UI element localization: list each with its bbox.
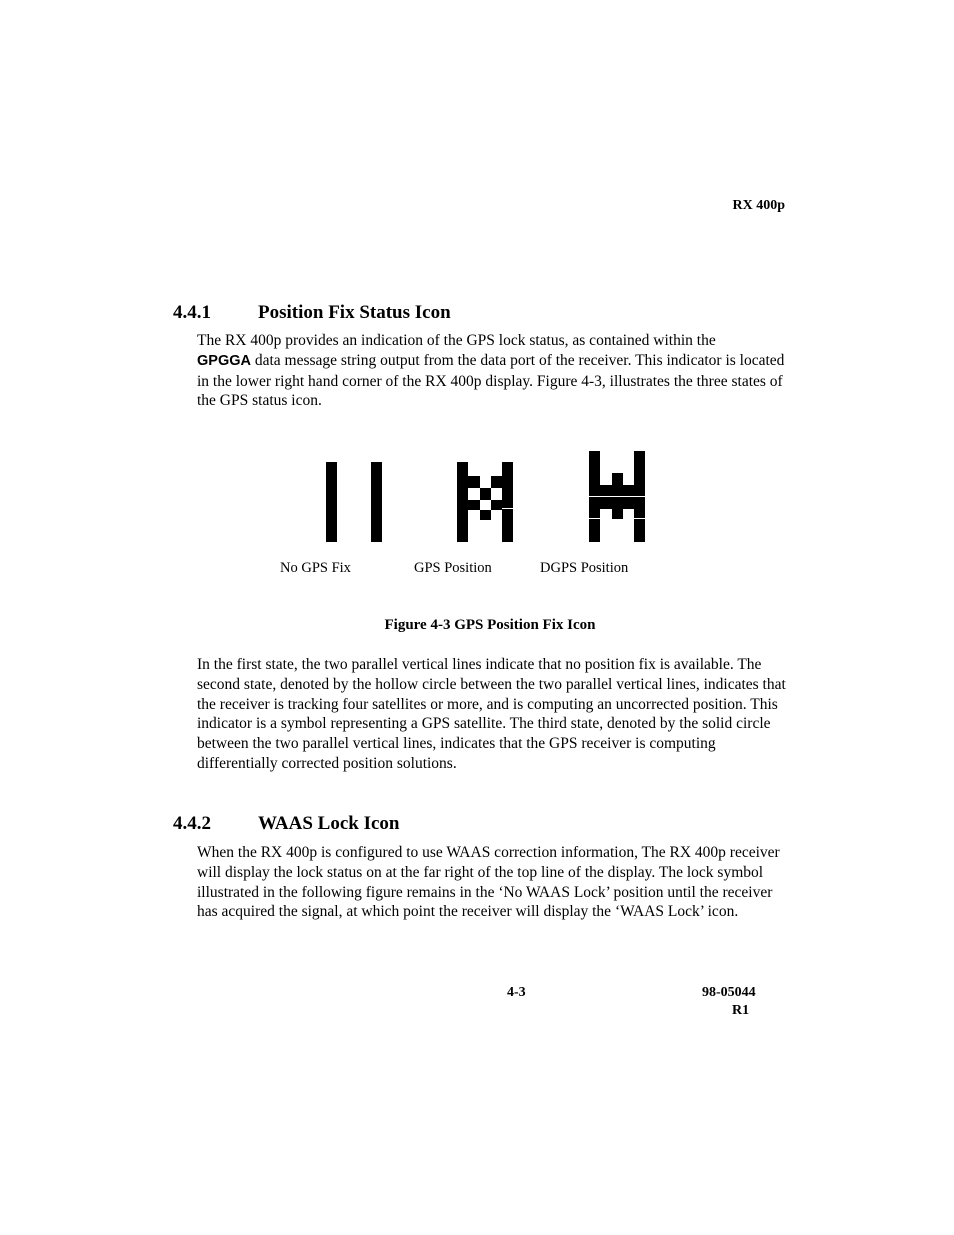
figure-label-dgps-position: DGPS Position	[540, 560, 629, 576]
footer-page-number: 4-3	[507, 985, 526, 1000]
section-title: Position Fix Status Icon	[258, 302, 451, 323]
section-heading-4-4-1	[173, 302, 451, 324]
dgps-position-icon	[589, 451, 646, 542]
figure-caption: Figure 4-3 GPS Position Fix Icon	[384, 617, 596, 633]
paragraph-waas-lock: When the RX 400p is configured to use WAAS correction information, The RX 400p receiver will display the lock status on at the far right of the top line of the display. The lock symbol illustrated in the following figure remains in the ‘No WAAS Lock’ position until the receiver has acquired the signal, at which point the receiver will display the ‘WAAS Lock’ icon.	[197, 844, 780, 921]
paragraph-gps-lock-intro	[197, 331, 787, 411]
footer-document-number: 98-05044	[702, 985, 756, 1000]
footer-revision: R1	[732, 1003, 750, 1018]
section-number: 4.4.2	[173, 813, 211, 834]
running-header-title: RX 400p	[732, 198, 785, 213]
no-gps-fix-icon	[326, 462, 383, 542]
figure-label-gps-position: GPS Position	[414, 560, 492, 576]
gps-position-icon	[457, 462, 514, 542]
section-title: WAAS Lock Icon	[258, 813, 400, 834]
section-heading-4-4-2	[173, 813, 399, 835]
message-name: GPGGA	[197, 352, 251, 369]
paragraph-status-states: In the first state, the two parallel vertical lines indicate that no position fix is available. The second state, denoted by the hollow circle between the two parallel vertical lines, indicates that the receiver is tracking four satellites or more, and is computing an uncorrected position. This indicator is a symbol representing a GPS satellite. The third state, denoted by the solid circle between the two parallel vertical lines, indicates that the GPS receiver is computing differentially corrected position solutions.	[197, 656, 786, 772]
paragraph-text: data message string output from the data port of the receiver. This indicator is located in the lower right hand corner of the RX 400p display. Figure 4-3, illustrates the three states of the GPS status icon.	[197, 351, 785, 410]
paragraph-text: The RX 400p provides an indication of the GPS lock status, as contained within the	[197, 332, 716, 349]
section-number: 4.4.1	[173, 302, 211, 323]
figure-label-no-gps-fix: No GPS Fix	[280, 560, 351, 576]
